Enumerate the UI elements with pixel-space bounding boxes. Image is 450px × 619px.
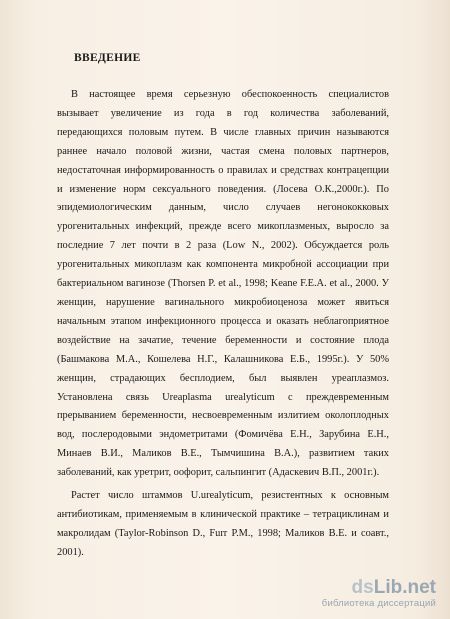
paragraph-1: В настоящее время серьезную обеспокоенность специалистов вызывает увеличение из года в год количества заболеваний, передающихся половым путем. В числе главных причин называются раннее начало половой жизни, частая смена половых партнеров, недостаточная информированность о правилах и средствах контрацепции и изменение норм сексуального поведения. (Лосева О.К.,2000г.). По эпидемиологическим данным, число случаев негонококковых урогенитальных инфекций, прежде всего микоплазменых, выросло за последние 7 лет почти в 2 раза (Low N., 2002). Обсуждается роль урогенитальных микоплазм как компонента микробной ассоциации при бактериальном вагинозе (Thorsen P. et al., 1998; Keane F.E.A. et al., 2000. У женщин, нарушение вагинального микробиоценоза может явиться начальным этапом инфекционного процесса и оказать неблагоприятное воздействие на зачатие, течение беременности и состояние плода (Башмакова М.А., Кошелева Н.Г., Калашникова Е.Б., 1995г.). У 50% женщин, страдающих бесплодием, был выявлен уреаплазмоз. Установлена связь Ureaplasma urealyticum с преждевременным прерыванием беременности, несвоевременным излитием околоплодных вод, послеродовыми эндометритами (Фомичёва Е.Н., Зарубина Е.Н., Минаев В.И., Маликов В.Е., Тымчишина В.А.), развитием таких заболеваний, как уретрит, оофорит, сальпингит (Адаскевич В.П., 2001г.). [57,89,389,479]
section-heading: ВВЕДЕНИЕ [74,52,141,64]
body-text [57,86,389,563]
logo-prefix: ds [351,577,374,598]
logo-caption: библиотека диссертаций [321,598,436,609]
watermark-logo [322,578,436,609]
paragraph-2: Растет число штаммов U.urealyticum, резистентных к основным антибиотикам, применяемым в клинической практике – тетрациклинам и макролидам (Taylor-Robinson D., Furr P.M., 1998; Маликов В.Е. и соавт., 2001). [57,490,389,558]
logo-suffix: Lib.net [373,577,436,598]
logo-wordmark [322,578,436,598]
